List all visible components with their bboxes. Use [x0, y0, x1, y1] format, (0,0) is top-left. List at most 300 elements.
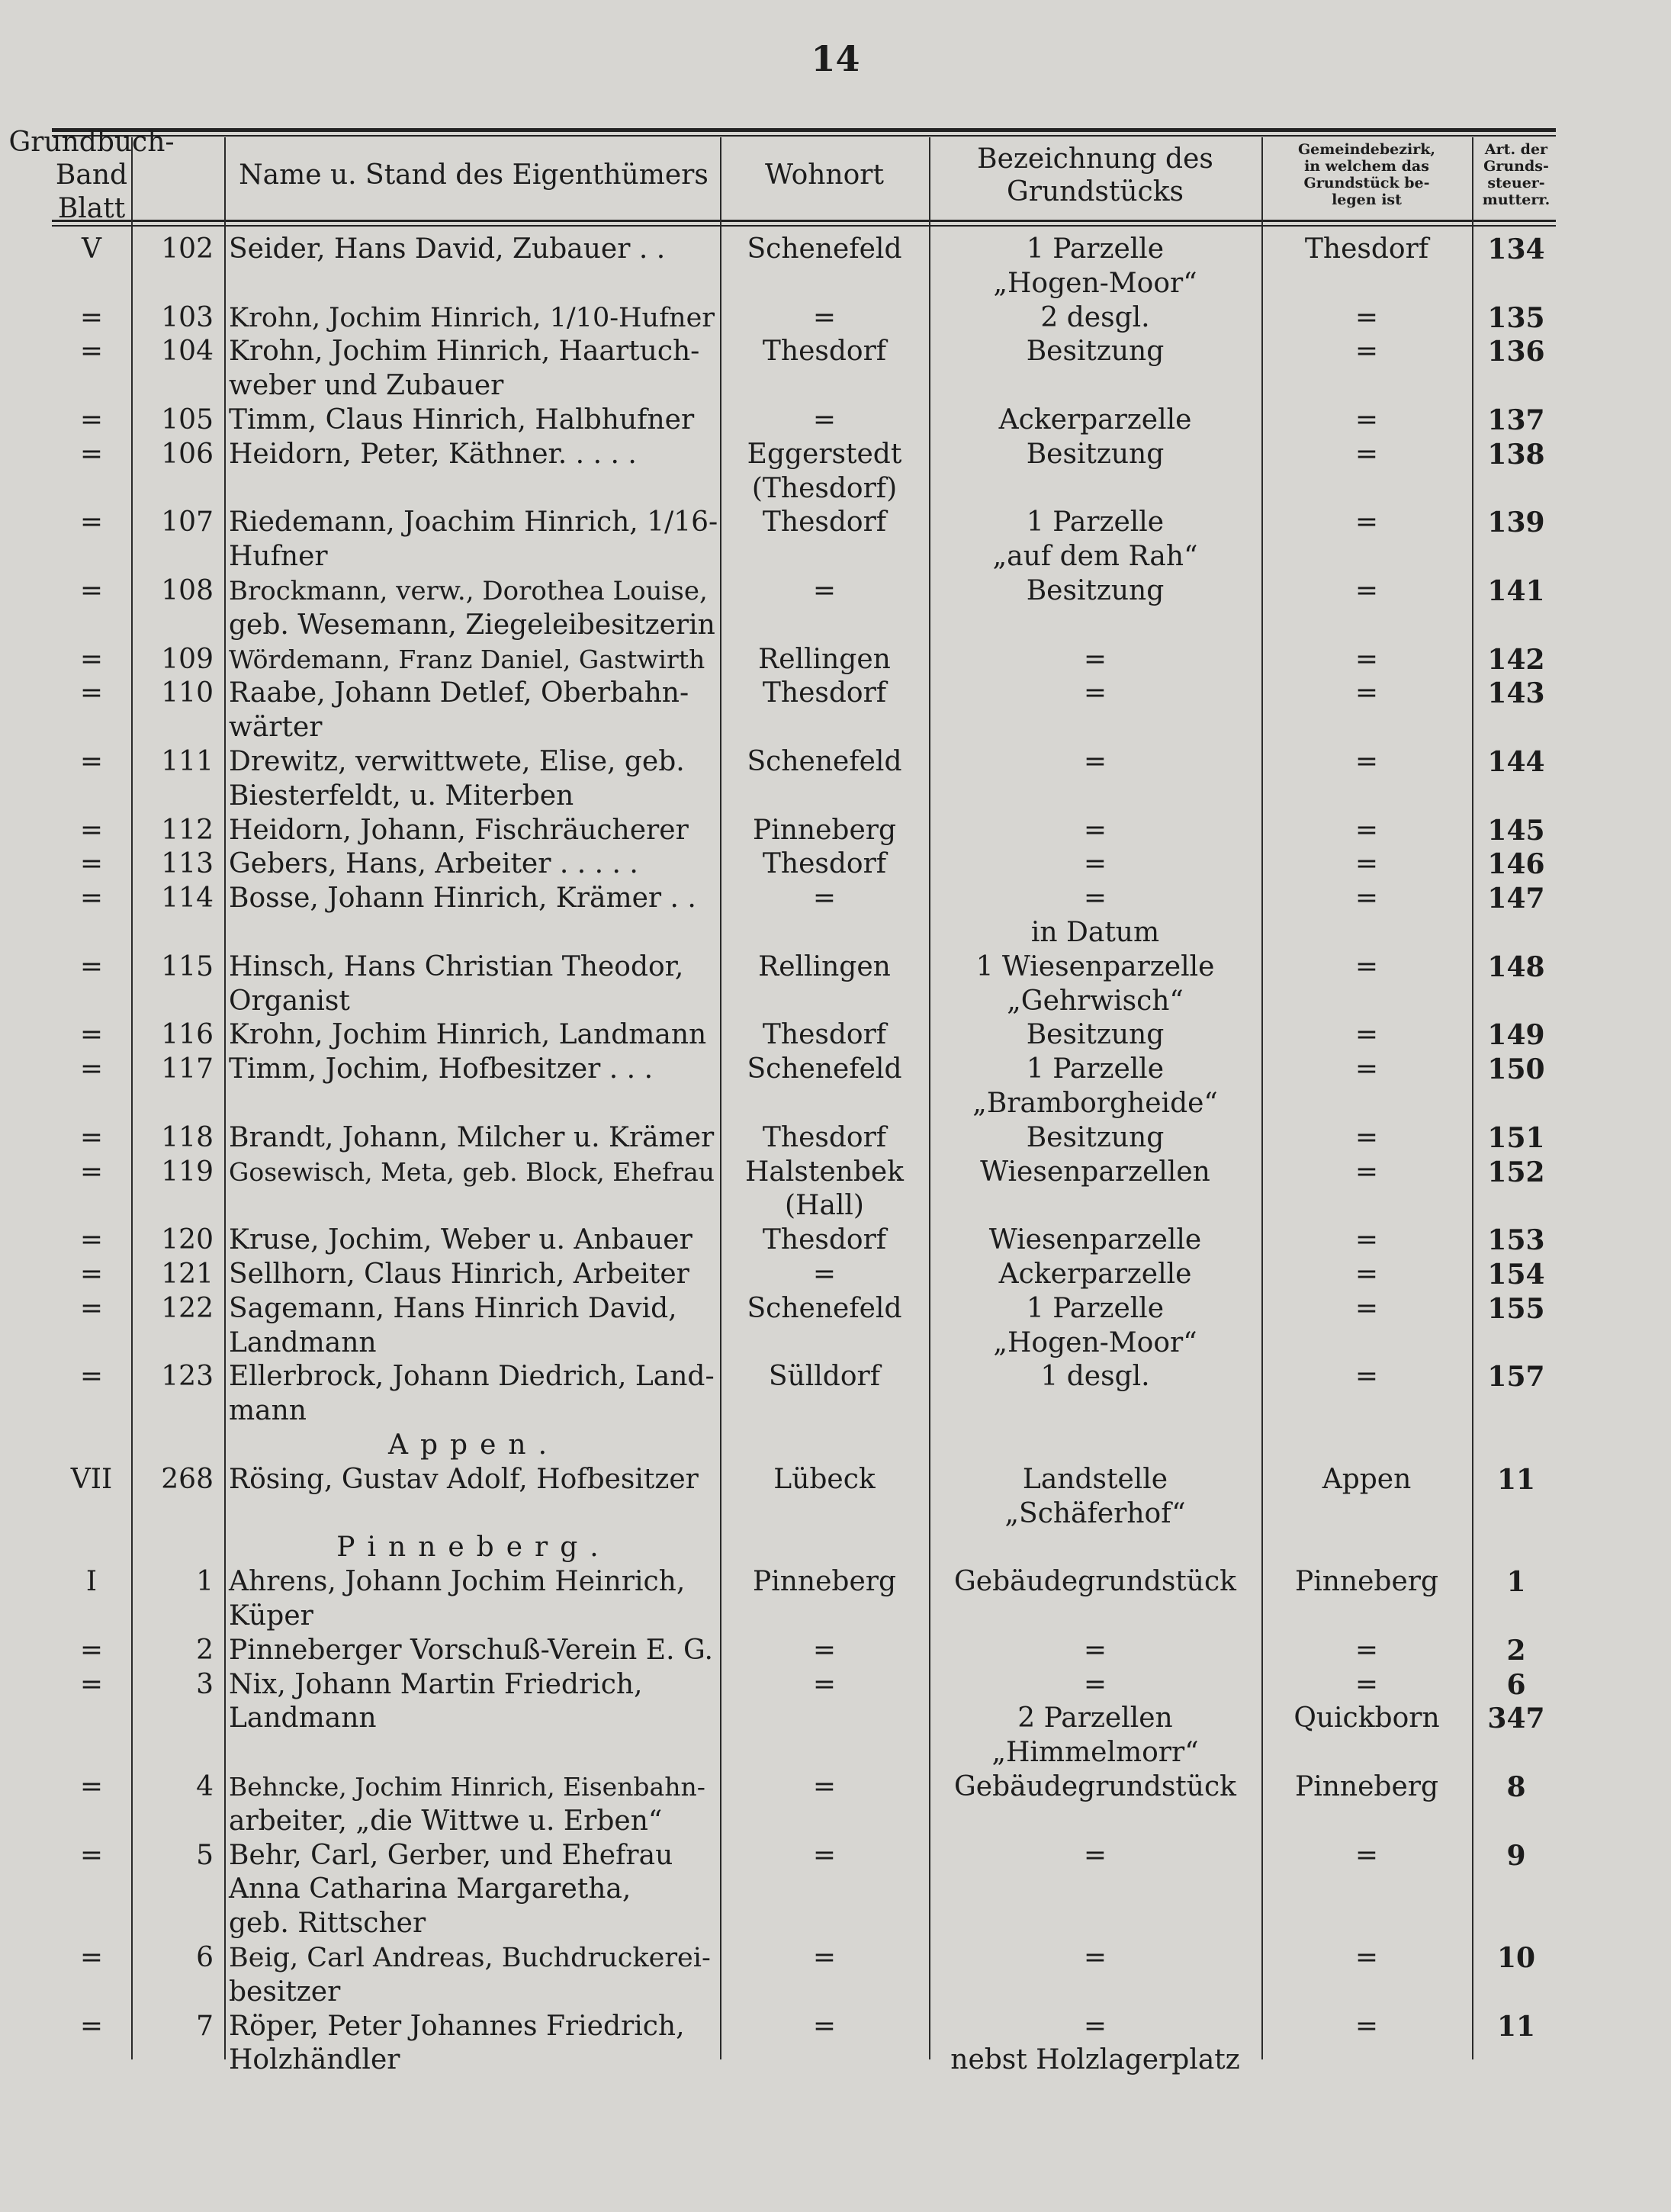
header-bottom-thin-rule	[52, 225, 1556, 227]
municipality-cell: =	[1354, 439, 1379, 470]
blatt-cell: 104	[161, 336, 214, 367]
property-description-cell: 1 Parzelle	[1026, 1293, 1165, 1324]
blatt-cell: 119	[161, 1156, 214, 1188]
property-description-cell: =	[1083, 848, 1107, 879]
header-gemeinde	[1263, 133, 1470, 217]
tax-article-cell: 139	[1487, 506, 1545, 539]
property-description-cell: 1 Parzelle	[1026, 1053, 1165, 1085]
owner-name-cell	[229, 1121, 718, 1155]
property-description-cell: Besitzung	[1026, 336, 1165, 367]
owner-name-text: Raabe, Johann Detlef, Oberbahn-	[229, 677, 689, 709]
residence-cell: Thesdorf	[762, 677, 887, 709]
header-text: Grunds-	[1483, 158, 1549, 175]
owner-name-cell	[229, 1976, 718, 2009]
tax-article-cell: 150	[1487, 1053, 1545, 1085]
header-text: Grundstücks	[1007, 176, 1184, 207]
blatt-cell: 7	[196, 2011, 214, 2042]
owner-name-cell	[229, 1463, 718, 1497]
owner-name-text: Sellhorn, Claus Hinrich, Arbeiter	[229, 1259, 689, 1290]
blatt-cell: 2	[196, 1635, 214, 1666]
municipality-cell: =	[1354, 1259, 1379, 1290]
owner-name-cell	[229, 1258, 718, 1291]
residence-cell: =	[812, 404, 837, 436]
residence-cell: Thesdorf	[762, 1019, 887, 1050]
municipality-cell: =	[1354, 1156, 1379, 1188]
owner-name-text: Wördemann, Franz Daniel, Gastwirth	[229, 645, 705, 674]
owner-name-text: Küper	[229, 1600, 313, 1632]
band-cell: =	[79, 815, 104, 846]
residence-cell: Schenefeld	[747, 1293, 902, 1324]
property-description-cell: „Bramborgheide“	[972, 1088, 1218, 1119]
municipality-cell: =	[1354, 1840, 1379, 1871]
property-description-cell: Ackerparzelle	[998, 404, 1192, 436]
owner-name-cell	[229, 1223, 718, 1257]
header-text: Band Blatt	[55, 159, 128, 224]
owner-name-cell	[229, 267, 718, 301]
owner-name-text: Seider, Hans David, Zubauer . .	[229, 233, 666, 265]
owner-name-text: Landmann	[229, 1327, 377, 1358]
blatt-cell: 121	[161, 1259, 214, 1290]
band-cell: =	[79, 1635, 104, 1666]
owner-name-text: Riedemann, Joachim Hinrich, 1/16-	[229, 506, 718, 538]
property-description-cell: 1 Parzelle	[1026, 506, 1165, 538]
residence-cell: Rellingen	[758, 644, 891, 675]
owner-name-cell	[229, 1018, 718, 1052]
tax-article-cell: 149	[1487, 1019, 1545, 1051]
page-number: 14	[811, 38, 860, 79]
header-text: Art. der	[1484, 141, 1548, 159]
blatt-cell: 120	[161, 1224, 214, 1256]
residence-cell: =	[812, 1259, 837, 1290]
header-text: Wohnort	[765, 159, 884, 191]
blatt-cell: 122	[161, 1293, 214, 1324]
owner-name-cell	[229, 1565, 718, 1599]
header-bottom-rule	[52, 220, 1556, 222]
residence-cell: Sülldorf	[768, 1361, 881, 1392]
municipality-cell: =	[1354, 302, 1379, 333]
header-text: Grundstück be-	[1303, 175, 1430, 191]
property-description-cell: 2 desgl.	[1040, 302, 1150, 333]
property-description-cell: =	[1083, 2011, 1107, 2042]
blatt-cell: 268	[161, 1464, 214, 1495]
owner-name-cell	[229, 814, 718, 847]
property-description-cell: Landstelle	[1022, 1464, 1168, 1495]
header-bezeichnung	[930, 133, 1260, 217]
owner-name-cell	[229, 2043, 718, 2077]
municipality-cell: =	[1354, 1224, 1379, 1256]
property-description-cell: Gebäudegrundstück	[954, 1566, 1236, 1597]
owner-name-text: Pinneberger Vorschuß-Verein E. G.	[229, 1635, 713, 1666]
header-text: Grundbuch-	[8, 127, 175, 159]
tax-article-cell: 2	[1506, 1635, 1526, 1667]
residence-cell: Thesdorf	[762, 1122, 887, 1153]
band-cell: =	[79, 404, 104, 436]
owner-name-cell	[229, 1839, 718, 1873]
owner-name-text: besitzer	[229, 1976, 341, 2008]
property-description-cell: Besitzung	[1026, 575, 1165, 606]
residence-cell: Thesdorf	[762, 1224, 887, 1256]
property-description-cell: Ackerparzelle	[998, 1259, 1192, 1290]
property-description-cell: =	[1083, 746, 1107, 777]
owner-name-text: Landmann	[229, 1702, 377, 1734]
tax-article-cell: 136	[1487, 336, 1545, 368]
owner-name-text: Krohn, Jochim Hinrich, Haartuch-	[229, 336, 700, 367]
blatt-cell: 5	[196, 1840, 214, 1871]
owner-name-text: geb. Rittscher	[229, 1908, 426, 1939]
tax-article-cell: 134	[1487, 233, 1545, 265]
municipality-cell: =	[1354, 848, 1379, 879]
residence-cell: Schenefeld	[747, 1053, 902, 1085]
tax-article-cell: 142	[1487, 644, 1545, 676]
residence-cell: =	[812, 1942, 837, 1973]
owner-name-text: Bosse, Johann Hinrich, Krämer . .	[229, 883, 696, 914]
municipality-cell: =	[1354, 1122, 1379, 1153]
owner-name-cell	[229, 438, 718, 471]
header-art	[1475, 133, 1557, 217]
tax-article-cell: 146	[1487, 848, 1545, 880]
owner-name-text: Timm, Claus Hinrich, Halbhufner	[229, 404, 695, 436]
residence-cell: =	[812, 1771, 837, 1802]
header-text: legen ist	[1332, 191, 1402, 208]
municipality-cell: =	[1354, 1361, 1379, 1392]
tax-article-cell: 155	[1487, 1293, 1545, 1325]
owner-name-cell	[229, 335, 718, 368]
tax-article-cell: 138	[1487, 439, 1545, 471]
tax-article-cell: 152	[1487, 1156, 1545, 1188]
municipality-cell: =	[1354, 677, 1379, 709]
municipality-cell: =	[1354, 1293, 1379, 1324]
municipality-cell: =	[1354, 1053, 1379, 1085]
owner-name-cell	[229, 711, 718, 744]
band-cell: =	[79, 1942, 104, 1973]
blatt-cell: 115	[161, 951, 214, 982]
municipality-cell: =	[1354, 644, 1379, 675]
band-cell: =	[79, 1224, 104, 1256]
tax-article-cell: 6	[1506, 1669, 1526, 1701]
blatt-cell: 108	[161, 575, 214, 606]
tax-article-cell: 157	[1487, 1361, 1545, 1393]
residence-cell: Schenefeld	[747, 746, 902, 777]
municipality-cell: =	[1354, 1635, 1379, 1666]
owner-name-text: Heidorn, Peter, Käthner. . . . .	[229, 439, 637, 470]
municipality-cell: =	[1354, 815, 1379, 846]
owner-name-cell	[229, 1156, 718, 1189]
owner-name-cell	[229, 1702, 718, 1735]
owner-name-cell	[229, 1668, 718, 1702]
residence-cell: Thesdorf	[762, 506, 887, 538]
property-description-cell: Gebäudegrundstück	[954, 1771, 1236, 1802]
blatt-cell: 114	[161, 883, 214, 914]
residence-cell: Pinneberg	[752, 1566, 896, 1597]
section-heading: Pinneberg.	[336, 1532, 611, 1563]
owner-name-cell	[229, 677, 718, 710]
owner-name-text: Beig, Carl Andreas, Buchdruckerei-	[229, 1943, 711, 1973]
band-cell: VII	[70, 1464, 113, 1495]
tax-article-cell: 151	[1487, 1122, 1545, 1154]
header-name	[229, 133, 718, 217]
blatt-cell: 105	[161, 404, 214, 436]
residence-cell: Thesdorf	[762, 336, 887, 367]
owner-name-cell	[229, 574, 718, 608]
column-divider	[131, 137, 133, 2059]
owner-name-text: Hufner	[229, 541, 328, 572]
owner-name-text: Gosewisch, Meta, geb. Block, Ehefrau	[229, 1157, 715, 1187]
residence-cell: Eggerstedt	[747, 439, 902, 470]
band-cell: =	[79, 575, 104, 606]
owner-name-cell	[229, 882, 718, 915]
tax-article-cell: 9	[1506, 1840, 1526, 1872]
owner-name-text: Rösing, Gustav Adolf, Hofbesitzer	[229, 1464, 699, 1495]
property-description-cell: =	[1083, 1942, 1107, 1973]
tax-article-cell: 11	[1496, 2011, 1536, 2043]
residence-cell: =	[812, 883, 837, 914]
residence-cell: Thesdorf	[762, 848, 887, 879]
tax-article-cell: 153	[1487, 1224, 1545, 1256]
municipality-cell: =	[1354, 1942, 1379, 1973]
band-cell: =	[79, 1019, 104, 1050]
owner-name-cell	[229, 1941, 718, 1975]
owner-name-cell	[229, 1634, 718, 1667]
residence-cell: Halstenbek	[745, 1156, 904, 1188]
blatt-cell: 1	[196, 1566, 214, 1597]
header-text: mutterr.	[1482, 191, 1550, 208]
owner-name-text: Brockmann, verw., Dorothea Louise,	[229, 576, 708, 606]
blatt-cell: 110	[161, 677, 214, 709]
residence-cell: =	[812, 302, 837, 333]
municipality-cell: Appen	[1322, 1464, 1412, 1495]
owner-name-cell	[229, 745, 718, 779]
owner-name-text: Sagemann, Hans Hinrich David,	[229, 1293, 677, 1324]
residence-cell: (Hall)	[785, 1190, 864, 1221]
owner-name-cell	[229, 847, 718, 881]
residence-cell: =	[812, 575, 837, 606]
owner-name-cell	[229, 233, 718, 266]
tax-article-cell: 8	[1506, 1771, 1526, 1803]
residence-cell: =	[812, 1840, 837, 1871]
residence-cell: Schenefeld	[747, 233, 902, 265]
tax-article-cell: 137	[1487, 404, 1545, 436]
top-double-rule	[52, 128, 1556, 132]
header-text: in welchem das	[1304, 158, 1429, 175]
property-description-cell: =	[1083, 883, 1107, 914]
owner-name-cell	[229, 1600, 718, 1633]
tax-article-cell: 135	[1487, 302, 1545, 334]
owner-name-text: Biesterfeldt, u. Miterben	[229, 780, 574, 812]
band-cell: =	[79, 883, 104, 914]
band-cell: =	[79, 1053, 104, 1085]
owner-name-cell	[229, 950, 718, 984]
band-cell: =	[79, 644, 104, 675]
municipality-cell: =	[1354, 506, 1379, 538]
property-description-cell: nebst Holzlagerplatz	[950, 2044, 1240, 2075]
property-description-cell: „Hogen-Moor“	[993, 268, 1197, 299]
tax-article-cell: 1	[1506, 1566, 1526, 1598]
property-description-cell: Besitzung	[1026, 1019, 1165, 1050]
blatt-cell: 109	[161, 644, 214, 675]
owner-name-cell	[229, 609, 718, 642]
band-cell: =	[79, 746, 104, 777]
property-description-cell: =	[1083, 1840, 1107, 1871]
municipality-cell: =	[1354, 883, 1379, 914]
residence-cell: Pinneberg	[752, 815, 896, 846]
property-description-cell: =	[1083, 815, 1107, 846]
owner-name-cell	[229, 1292, 718, 1326]
owner-name-cell	[229, 2010, 718, 2043]
property-description-cell: 1 desgl.	[1040, 1361, 1150, 1392]
municipality-cell: =	[1354, 951, 1379, 982]
blatt-cell: 6	[196, 1942, 214, 1973]
blatt-cell: 107	[161, 506, 214, 538]
tax-article-cell: 145	[1487, 815, 1545, 847]
municipality-cell: Thesdorf	[1304, 233, 1429, 265]
tax-article-cell: 147	[1487, 883, 1545, 915]
owner-name-text: arbeiter, „die Wittwe u. Erben“	[229, 1805, 663, 1837]
property-description-cell: „Himmelmorr“	[991, 1737, 1199, 1768]
owner-name-text: Krohn, Jochim Hinrich, Landmann	[229, 1019, 707, 1050]
blatt-cell: 112	[161, 815, 214, 846]
band-cell: =	[79, 951, 104, 982]
band-cell: =	[79, 1669, 104, 1700]
owner-name-cell	[229, 369, 718, 403]
header-text: Bezeichnung des	[977, 143, 1213, 175]
property-description-cell: Wiesenparzellen	[980, 1156, 1210, 1188]
owner-name-cell	[229, 1360, 718, 1394]
blatt-cell: 102	[161, 233, 214, 265]
residence-cell: =	[812, 2011, 837, 2042]
tax-article-cell: 141	[1487, 575, 1545, 607]
blatt-cell: 111	[161, 746, 214, 777]
owner-name-text: Kruse, Jochim, Weber u. Anbauer	[229, 1224, 693, 1256]
band-cell: =	[79, 1840, 104, 1871]
blatt-cell: 118	[161, 1122, 214, 1153]
blatt-cell: 4	[196, 1771, 214, 1802]
property-description-cell: „Hogen-Moor“	[993, 1327, 1197, 1358]
blatt-cell: 123	[161, 1361, 214, 1392]
header-text: steuer-	[1487, 175, 1545, 191]
owner-name-text: Röper, Peter Johannes Friedrich,	[229, 2011, 685, 2042]
property-description-cell: 1 Wiesenparzelle	[975, 951, 1215, 982]
tax-article-cell: 143	[1487, 677, 1545, 709]
property-description-cell: Wiesenparzelle	[988, 1224, 1202, 1256]
residence-cell: (Thesdorf)	[751, 473, 898, 504]
property-description-cell: Besitzung	[1026, 1122, 1165, 1153]
owner-name-text: Heidorn, Johann, Fischräucherer	[229, 815, 689, 846]
header-wohnort	[721, 133, 927, 217]
blatt-cell: 3	[196, 1669, 214, 1700]
property-description-cell: =	[1083, 1635, 1107, 1666]
owner-name-text: Ahrens, Johann Jochim Heinrich,	[229, 1566, 686, 1597]
owner-name-cell	[229, 1805, 718, 1838]
band-cell: =	[79, 1122, 104, 1153]
column-divider	[224, 137, 226, 2059]
property-description-cell: =	[1083, 677, 1107, 709]
municipality-cell: =	[1354, 1019, 1379, 1050]
municipality-cell: =	[1354, 746, 1379, 777]
residence-cell: Lübeck	[773, 1464, 876, 1495]
band-cell: =	[79, 1361, 104, 1392]
municipality-cell: =	[1354, 2011, 1379, 2042]
band-cell: =	[79, 2011, 104, 2042]
owner-name-text: mann	[229, 1395, 307, 1426]
band-cell: =	[79, 1293, 104, 1324]
property-description-cell: „auf dem Rah“	[992, 541, 1198, 572]
owner-name-cell	[229, 506, 718, 539]
tax-article-cell: 347	[1487, 1702, 1545, 1735]
owner-name-text: Holzhändler	[229, 2044, 400, 2075]
owner-name-cell	[229, 1053, 718, 1086]
owner-name-text: weber und Zubauer	[229, 370, 504, 401]
owner-name-text: Nix, Johann Martin Friedrich,	[229, 1669, 643, 1700]
owner-name-text: Anna Catharina Margaretha,	[229, 1873, 631, 1905]
owner-name-text: Hinsch, Hans Christian Theodor,	[229, 951, 684, 982]
band-cell: =	[79, 336, 104, 367]
owner-name-cell	[229, 780, 718, 813]
owner-name-text: Ellerbrock, Johann Diedrich, Land-	[229, 1361, 715, 1392]
property-description-cell: =	[1083, 644, 1107, 675]
blatt-cell: 117	[161, 1053, 214, 1085]
municipality-cell: =	[1354, 575, 1379, 606]
band-cell: =	[79, 302, 104, 333]
band-cell: V	[82, 233, 101, 265]
municipality-cell: Pinneberg	[1294, 1771, 1438, 1802]
municipality-cell: =	[1354, 336, 1379, 367]
header-band-blatt	[8, 127, 175, 224]
property-description-cell: =	[1083, 1669, 1107, 1700]
band-cell: I	[85, 1566, 98, 1597]
property-description-cell: in Datum	[1030, 917, 1160, 948]
owner-name-cell	[229, 1394, 718, 1428]
residence-cell: Rellingen	[758, 951, 891, 982]
residence-cell: =	[812, 1635, 837, 1666]
blatt-cell: 103	[161, 302, 214, 333]
owner-name-text: wärter	[229, 712, 323, 743]
owner-name-cell	[229, 1873, 718, 1906]
municipality-cell: =	[1354, 1669, 1379, 1700]
owner-name-text: Brandt, Johann, Milcher u. Krämer	[229, 1122, 715, 1153]
owner-name-cell	[229, 643, 718, 677]
owner-name-cell	[229, 1770, 718, 1804]
property-description-cell: 2 Parzellen	[1017, 1702, 1173, 1734]
owner-name-cell	[229, 301, 718, 335]
band-cell: =	[79, 506, 104, 538]
residence-cell: =	[812, 1669, 837, 1700]
band-cell: =	[79, 848, 104, 879]
property-description-cell: 1 Parzelle	[1026, 233, 1165, 265]
owner-name-text: Behr, Carl, Gerber, und Ehefrau	[229, 1840, 673, 1871]
owner-name-cell	[229, 985, 718, 1018]
band-cell: =	[79, 439, 104, 470]
tax-article-cell: 154	[1487, 1259, 1545, 1291]
blatt-cell: 113	[161, 848, 214, 879]
property-description-cell: „Gehrwisch“	[1007, 985, 1184, 1017]
section-heading: Appen.	[387, 1429, 560, 1461]
header-text: Name u. Stand des Eigenthümers	[239, 159, 709, 191]
municipality-cell: Quickborn	[1293, 1702, 1440, 1734]
owner-name-text: Behncke, Jochim Hinrich, Eisenbahn-	[229, 1772, 705, 1802]
tax-article-cell: 10	[1496, 1942, 1536, 1974]
owner-name-text: Organist	[229, 985, 350, 1017]
band-cell: =	[79, 1259, 104, 1290]
header-text: Gemeindebezirk,	[1297, 141, 1436, 159]
band-cell: =	[79, 1156, 104, 1188]
owner-name-text: Drewitz, verwittwete, Elise, geb.	[229, 746, 685, 777]
column-divider	[1472, 137, 1473, 2059]
owner-name-text: geb. Wesemann, Ziegeleibesitzerin	[229, 609, 715, 641]
band-cell: =	[79, 1771, 104, 1802]
owner-name-cell	[229, 1907, 718, 1940]
owner-name-cell	[229, 403, 718, 437]
municipality-cell: =	[1354, 404, 1379, 436]
